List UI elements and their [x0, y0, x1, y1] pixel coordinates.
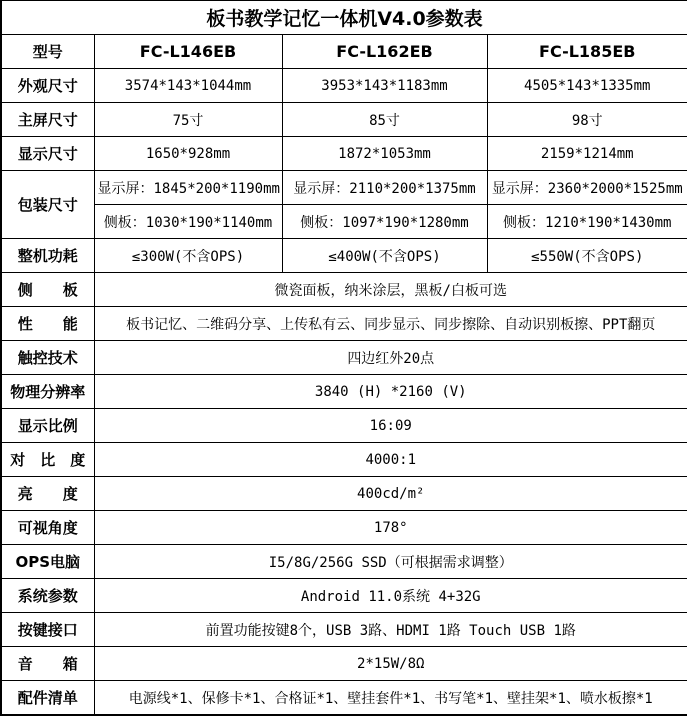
header-model-3: FC-L185EB	[487, 35, 687, 69]
row-contrast	[1, 443, 687, 477]
row-label-model: 型号	[1, 35, 94, 69]
cell-main-screen-size-2: 85寸	[282, 103, 487, 137]
cell-contrast: 4000:1	[94, 443, 687, 477]
row-label-performance: 性 能	[1, 307, 94, 341]
cell-speaker: 2*15W/8Ω	[94, 647, 687, 681]
row-display-size	[1, 137, 687, 171]
row-system-params	[1, 579, 687, 613]
cell-display-size-3: 2159*1214mm	[487, 137, 687, 171]
header-model-1: FC-L146EB	[94, 35, 282, 69]
cell-display-size-2: 1872*1053mm	[282, 137, 487, 171]
cell-system-params: Android 11.0系统 4+32G	[94, 579, 687, 613]
row-label-contrast: 对 比 度	[1, 443, 94, 477]
cell-exterior-size-1: 3574*143*1044mm	[94, 69, 282, 103]
row-label-power: 整机功耗	[1, 239, 94, 273]
row-viewing-angle	[1, 511, 687, 545]
cell-touch-tech: 四边红外20点	[94, 341, 687, 375]
cell-package-side-panel-3: 侧板：1210*190*1430mm	[487, 205, 687, 239]
row-accessories	[1, 681, 687, 716]
row-package-size-side-panel	[1, 205, 687, 239]
row-label-buttons-ports: 按键接口	[1, 613, 94, 647]
row-package-size-display	[1, 171, 687, 205]
row-brightness	[1, 477, 687, 511]
row-label-ops-pc: OPS电脑	[1, 545, 94, 579]
row-touch-tech	[1, 341, 687, 375]
cell-package-display-3: 显示屏：2360*2000*1525mm	[487, 171, 687, 205]
row-label-resolution: 物理分辨率	[1, 375, 94, 409]
row-label-speaker: 音 箱	[1, 647, 94, 681]
row-label-touch-tech: 触控技术	[1, 341, 94, 375]
cell-side-panel: 微瓷面板，纳米涂层，黑板/白板可选	[94, 273, 687, 307]
row-exterior-size	[1, 69, 687, 103]
cell-exterior-size-3: 4505*143*1335mm	[487, 69, 687, 103]
row-label-aspect-ratio: 显示比例	[1, 409, 94, 443]
row-ops-pc	[1, 545, 687, 579]
cell-main-screen-size-1: 75寸	[94, 103, 282, 137]
cell-package-side-panel-2: 侧板：1097*190*1280mm	[282, 205, 487, 239]
row-side-panel	[1, 273, 687, 307]
row-buttons-ports	[1, 613, 687, 647]
cell-viewing-angle: 178°	[94, 511, 687, 545]
cell-power-2: ≤400W(不含OPS)	[282, 239, 487, 273]
row-label-exterior-size: 外观尺寸	[1, 69, 94, 103]
cell-main-screen-size-3: 98寸	[487, 103, 687, 137]
cell-aspect-ratio: 16:09	[94, 409, 687, 443]
cell-package-display-1: 显示屏：1845*200*1190mm	[94, 171, 282, 205]
cell-display-size-1: 1650*928mm	[94, 137, 282, 171]
row-label-system-params: 系统参数	[1, 579, 94, 613]
table-title: 板书教学记忆一体机V4.0参数表	[1, 1, 687, 35]
cell-buttons-ports: 前置功能按键8个，USB 3路、HDMI 1路 Touch USB 1路	[94, 613, 687, 647]
row-power	[1, 239, 687, 273]
cell-exterior-size-2: 3953*143*1183mm	[282, 69, 487, 103]
cell-ops-pc: I5/8G/256G SSD（可根据需求调整）	[94, 545, 687, 579]
row-label-package-size: 包装尺寸	[1, 171, 94, 239]
row-label-main-screen-size: 主屏尺寸	[1, 103, 94, 137]
title-row	[1, 1, 687, 35]
cell-brightness: 400cd/m²	[94, 477, 687, 511]
row-resolution	[1, 375, 687, 409]
header-row	[1, 35, 687, 69]
cell-power-1: ≤300W(不含OPS)	[94, 239, 282, 273]
row-label-display-size: 显示尺寸	[1, 137, 94, 171]
cell-performance: 板书记忆、二维码分享、上传私有云、同步显示、同步擦除、自动识别板擦、PPT翻页	[94, 307, 687, 341]
cell-accessories: 电源线*1、保修卡*1、合格证*1、壁挂套件*1、书写笔*1、壁挂架*1、喷水板擦*1	[94, 681, 687, 716]
cell-package-display-2: 显示屏：2110*200*1375mm	[282, 171, 487, 205]
row-performance	[1, 307, 687, 341]
cell-package-side-panel-1: 侧板：1030*190*1140mm	[94, 205, 282, 239]
cell-resolution: 3840 (H) *2160 (V)	[94, 375, 687, 409]
row-label-brightness: 亮 度	[1, 477, 94, 511]
row-aspect-ratio	[1, 409, 687, 443]
row-label-side-panel: 侧 板	[1, 273, 94, 307]
row-label-accessories: 配件清单	[1, 681, 94, 716]
row-main-screen-size	[1, 103, 687, 137]
header-model-2: FC-L162EB	[282, 35, 487, 69]
row-speaker	[1, 647, 687, 681]
row-label-viewing-angle: 可视角度	[1, 511, 94, 545]
cell-power-3: ≤550W(不含OPS)	[487, 239, 687, 273]
